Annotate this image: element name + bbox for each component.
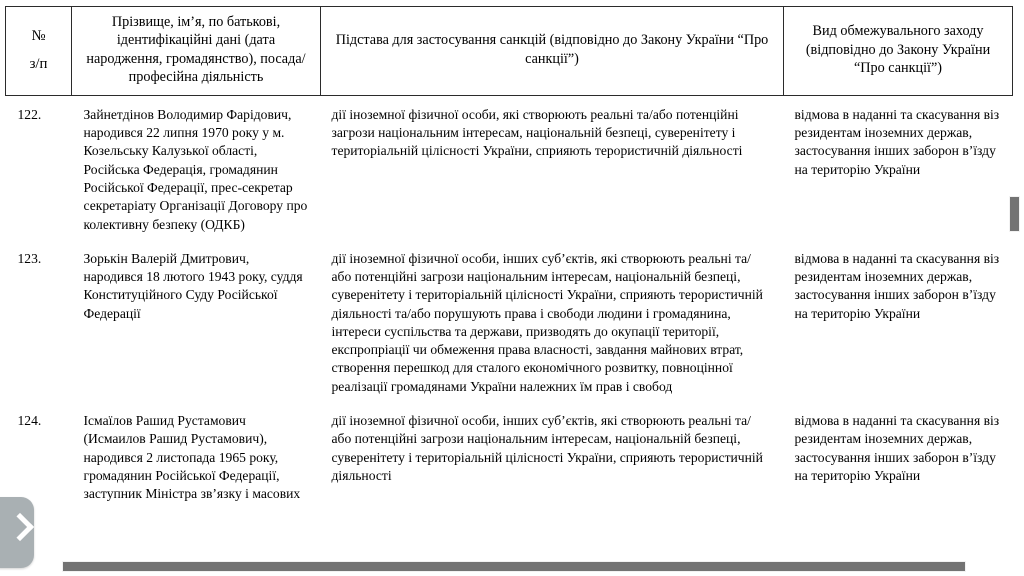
row-restrictive-measure: відмова в наданні та скасування віз резидентам іноземних держав, застосування інших заборон в’їзду на територію України: [794, 106, 1000, 177]
table-header-row: [6, 7, 1013, 96]
column-header-number-line2: з/п: [29, 55, 48, 72]
chevron-right-icon: [6, 513, 34, 541]
row-number: 124.: [17, 413, 42, 429]
row-person-name: Ісмаїлов Рашид Рустамович (Исмаилов Рашид Рустамович), народився 2 листопада 1965 року, громадянин Російської Федерації, заступник Міністра зв’язку і масових: [83, 413, 301, 502]
column-header-name: Прізвище, ім’я, по батькові, ідентифікаційні дані (дата народження, громадянство), посада/професійна діяльність: [72, 7, 321, 96]
vertical-scrollbar[interactable]: [1009, 0, 1024, 561]
column-header-measure: Вид обмежувального заходу (відповідно до Закону України “Про санкції”): [784, 7, 1013, 96]
row-number: 122.: [17, 106, 42, 122]
table-body: [6, 95, 1013, 505]
column-header-number: [6, 7, 72, 96]
row-number: 123.: [17, 250, 42, 266]
row-sanction-basis: дії іноземної фізичної особи, інших суб’єктів, які створюють реальні та/або потенційні загрози національним інтересам, національній безпеці, суверенітету і територіальній цілісності України, сприяють терористичній діяльності та/або порушують права і свободи людини і громадянина, інтереси суспільства та держави, призводять до окупації території, експропріації чи обмеження права власності, завдання майнових втрат, створення перешкод для сталого економічного розвитку, повноцінної реалізації громадянами України належних їм прав і свобод: [331, 250, 763, 394]
row-sanction-basis: дії іноземної фізичної особи, які створюють реальні та/або потенційні загрози національним інтересам, національній безпеці, суверенітету і територіальній цілісності України, сприяють терористичній діяльності: [331, 106, 743, 159]
table-row: [6, 95, 1013, 235]
column-header-basis: Підстава для застосування санкцій (відповідно до Закону України “Про санкції”): [321, 7, 784, 96]
vertical-scrollbar-thumb[interactable]: [1009, 196, 1020, 232]
row-person-name: Зорькін Валерій Дмитрович, народився 18 лютого 1943 року, суддя Конституційного Суду Російської Федерації: [83, 250, 303, 321]
sanctions-table: [5, 6, 1013, 505]
column-header-number-line1: №: [31, 27, 46, 44]
row-restrictive-measure: відмова в наданні та скасування віз резидентам іноземних держав, застосування інших заборон в’їзду на територію України: [794, 250, 1000, 321]
next-page-button[interactable]: [0, 497, 34, 568]
row-restrictive-measure: відмова в наданні та скасування віз резидентам іноземних держав, застосування інших заборон в’їзду на територію України: [794, 413, 1000, 483]
table-row: [6, 398, 1013, 505]
table-row: [6, 236, 1013, 398]
horizontal-scrollbar-thumb[interactable]: [62, 561, 966, 572]
table-header: [6, 7, 1013, 96]
row-person-name: Зайнетдінов Володимир Фарідович, народився 22 липня 1970 року у м. Козельську Калузької області, Російська Федерація, громадянин Російської Федерації, прес-секретар секретаріату Організації Договору про колективну безпеку (ОДКБ): [83, 106, 308, 232]
row-sanction-basis: дії іноземної фізичної особи, інших суб’єктів, які створюють реальні та/або потенційні загрози національним інтересам, національній безпеці, суверенітету і територіальній цілісності України, сприяють терористичній діяльності: [331, 413, 763, 483]
